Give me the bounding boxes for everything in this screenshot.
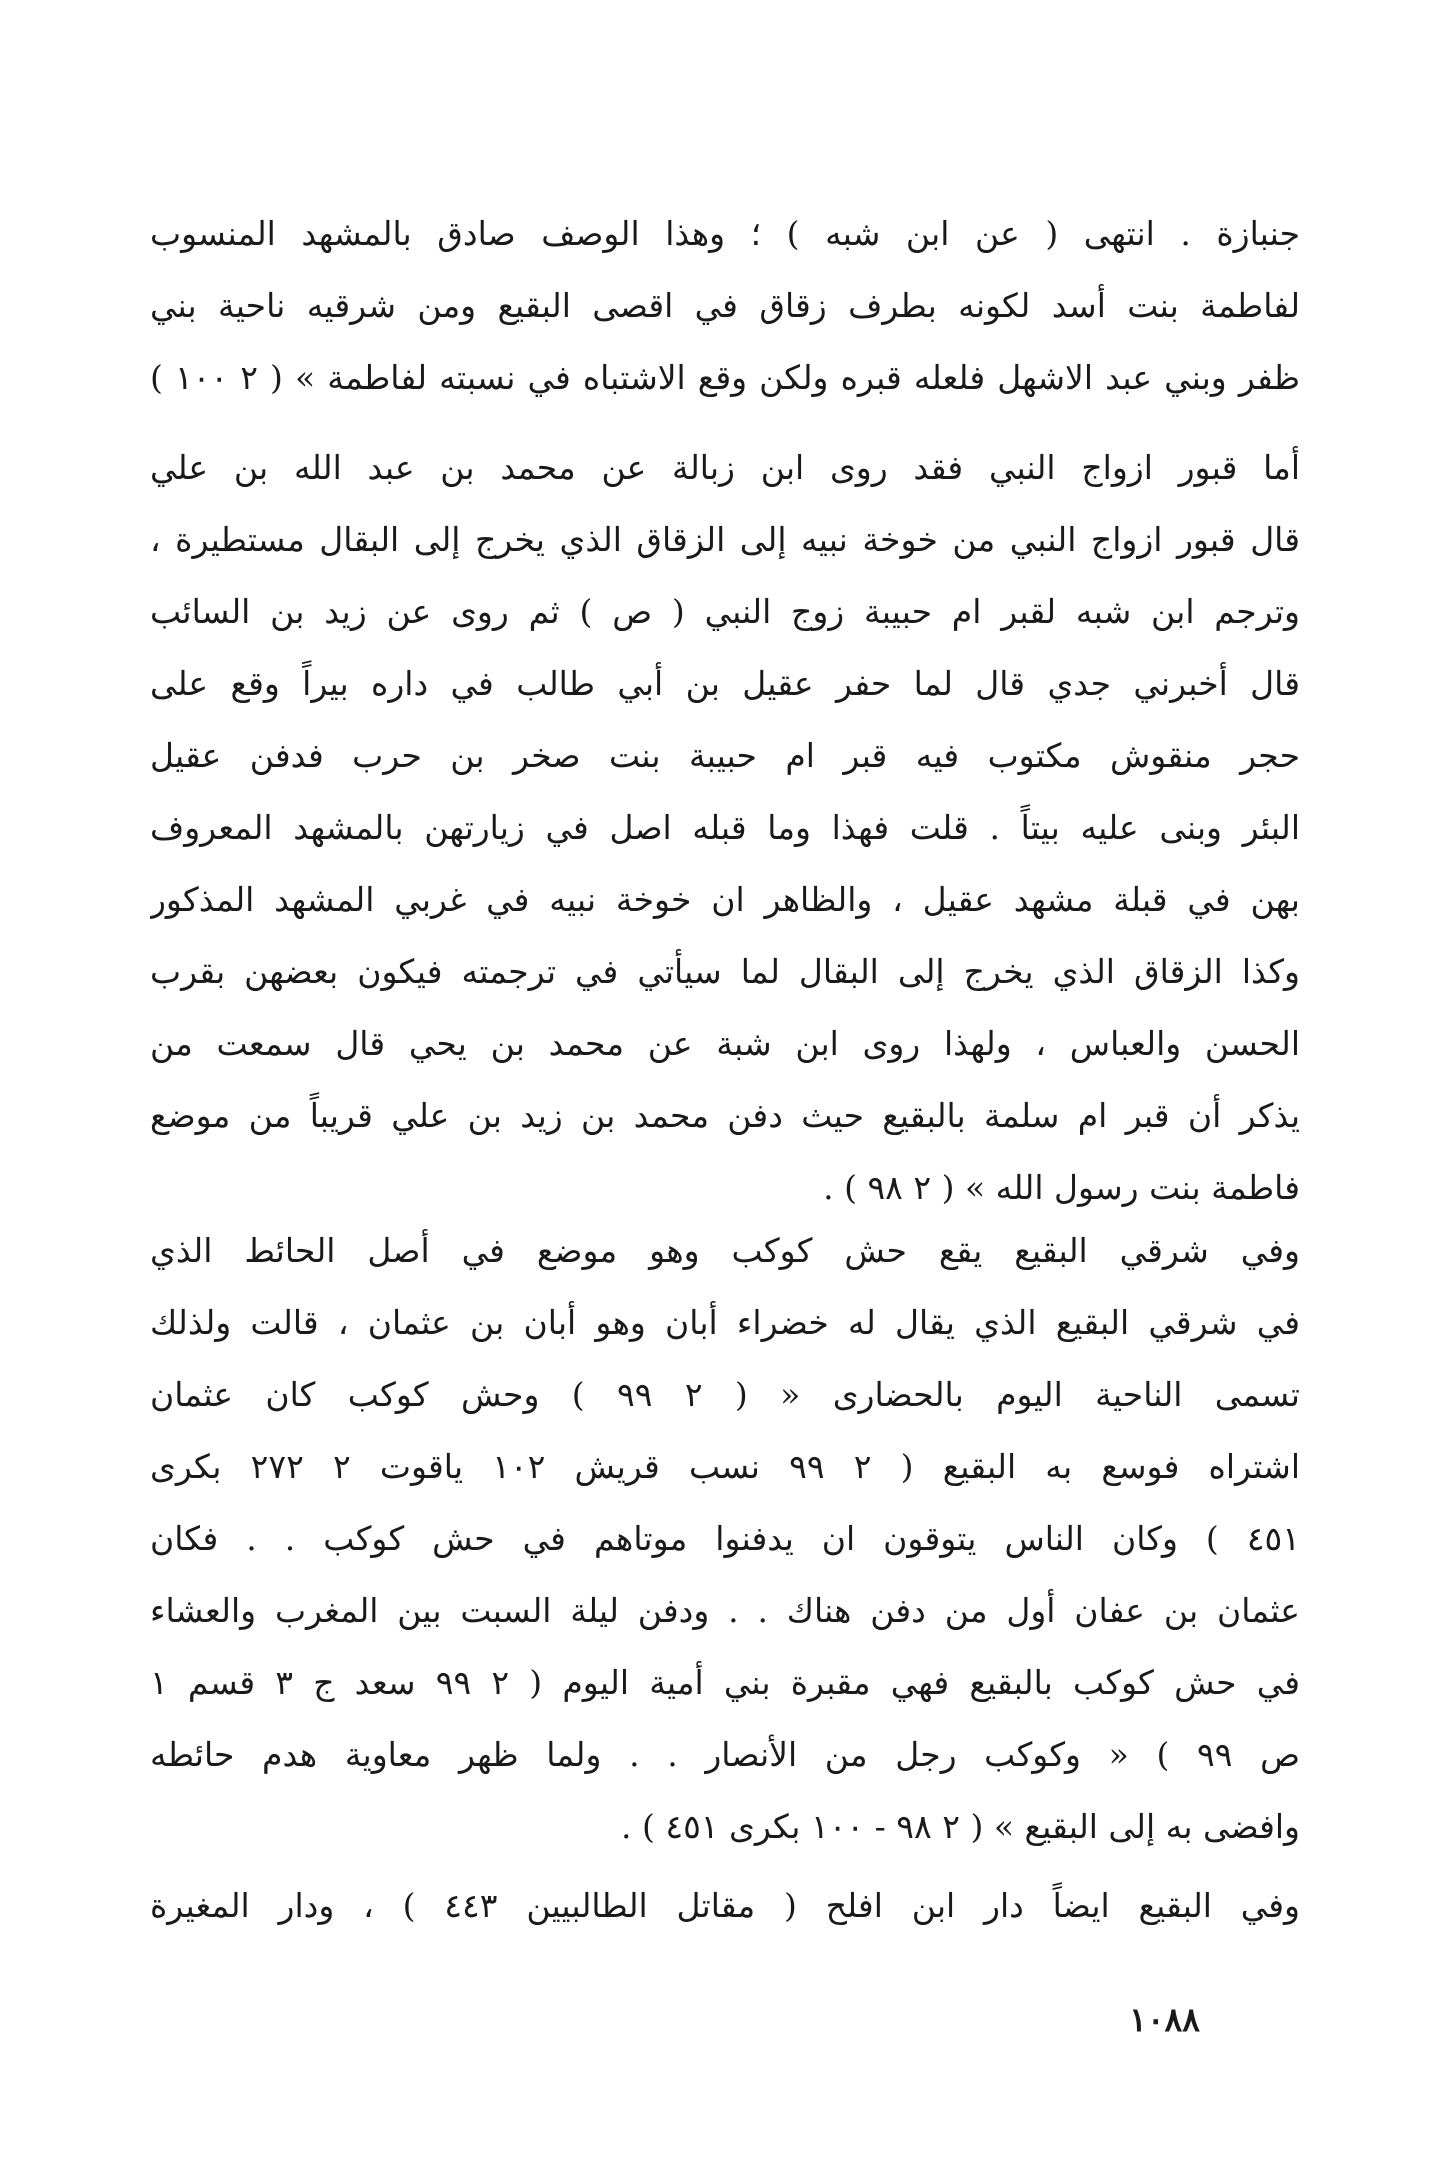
text-line: ص ٩٩ ) « وكوكب رجل من الأنصار . . ولما ظهر معاوية هدم حائطه bbox=[150, 1735, 1300, 1774]
text-line: وفي شرقي البقيع يقع حش كوكب وهو موضع في أصل الحائط الذي bbox=[150, 1231, 1300, 1270]
text-line: اشتراه فوسع به البقيع ( ٢ ٩٩ نسب قريش ١٠٢ ياقوت ٢ ٢٧٢ بكرى bbox=[150, 1447, 1300, 1486]
text-line: قال قبور ازواج النبي من خوخة نبيه إلى الزقاق الذي يخرج إلى البقال مستطيرة ، bbox=[150, 520, 1300, 559]
text-line: بهن في قبلة مشهد عقيل ، والظاهر ان خوخة نبيه في غربي المشهد المذكور bbox=[150, 880, 1300, 919]
text-line: في شرقي البقيع الذي يقال له خضراء أبان وهو أبان بن عثمان ، قالت ولذلك bbox=[150, 1303, 1300, 1342]
text-line: قال أخبرني جدي قال لما حفر عقيل بن أبي طالب في داره بيراً وقع على bbox=[150, 664, 1300, 703]
paragraph-2 bbox=[150, 432, 1300, 1224]
paragraph-1 bbox=[150, 198, 1300, 414]
text-line: ٤٥١ ) وكان الناس يتوقون ان يدفنوا موتاهم في حش كوكب . . فكان bbox=[150, 1519, 1300, 1558]
text-line: تسمى الناحية اليوم بالحضارى « ( ٢ ٩٩ ) وحش كوكب كان عثمان bbox=[150, 1375, 1300, 1414]
text-line: وافضى به إلى البقيع » ( ٢ ٩٨ - ١٠٠ بكرى ٤٥١ ) . bbox=[621, 1807, 1300, 1846]
text-line: وترجم ابن شبه لقبر ام حبيبة زوج النبي ( ص ) ثم روى عن زيد بن السائب bbox=[150, 592, 1300, 631]
text-line: لفاطمة بنت أسد لكونه بطرف زقاق في اقصى البقيع ومن شرقيه ناحية بني bbox=[150, 286, 1300, 325]
text-line: البئر وبنى عليه بيتاً . قلت فهذا وما قبله اصل في زيارتهن بالمشهد المعروف bbox=[150, 808, 1300, 847]
text-line: عثمان بن عفان أول من دفن هناك . . ودفن ليلة السبت بين المغرب والعشاء bbox=[150, 1591, 1300, 1630]
text-line: وفي البقيع ايضاً دار ابن افلح ( مقاتل الطالبيين ٤٤٣ ) ، ودار المغيرة bbox=[150, 1886, 1300, 1925]
text-line: الحسن والعباس ، ولهذا روى ابن شبة عن محمد بن يحي قال سمعت من bbox=[150, 1024, 1300, 1063]
page-number: ١٠٨٨ bbox=[1129, 2000, 1200, 2039]
text-line: ظفر وبني عبد الاشهل فلعله قبره ولكن وقع الاشتباه في نسبته لفاطمة » ( ٢ ١٠٠ ) bbox=[150, 358, 1300, 397]
paragraph-3 bbox=[150, 1215, 1300, 1863]
paragraph-4 bbox=[150, 1870, 1300, 1942]
text-line: جنبازة . انتهى ( عن ابن شبه ) ؛ وهذا الوصف صادق بالمشهد المنسوب bbox=[150, 214, 1300, 253]
text-line: أما قبور ازواج النبي فقد روى ابن زبالة عن محمد بن عبد الله بن علي bbox=[150, 448, 1300, 487]
text-line: يذكر أن قبر ام سلمة بالبقيع حيث دفن محمد بن زيد بن علي قريباً من موضع bbox=[150, 1096, 1300, 1135]
text-line: في حش كوكب بالبقيع فهي مقبرة بني أمية اليوم ( ٢ ٩٩ سعد ج ٣ قسم ١ bbox=[150, 1663, 1300, 1702]
text-line: وكذا الزقاق الذي يخرج إلى البقال لما سيأتي في ترجمته فيكون بعضهن بقرب bbox=[150, 952, 1300, 991]
text-line: فاطمة بنت رسول الله » ( ٢ ٩٨ ) . bbox=[823, 1168, 1300, 1207]
text-line: حجر منقوش مكتوب فيه قبر ام حبيبة بنت صخر بن حرب فدفن عقيل bbox=[150, 736, 1300, 775]
